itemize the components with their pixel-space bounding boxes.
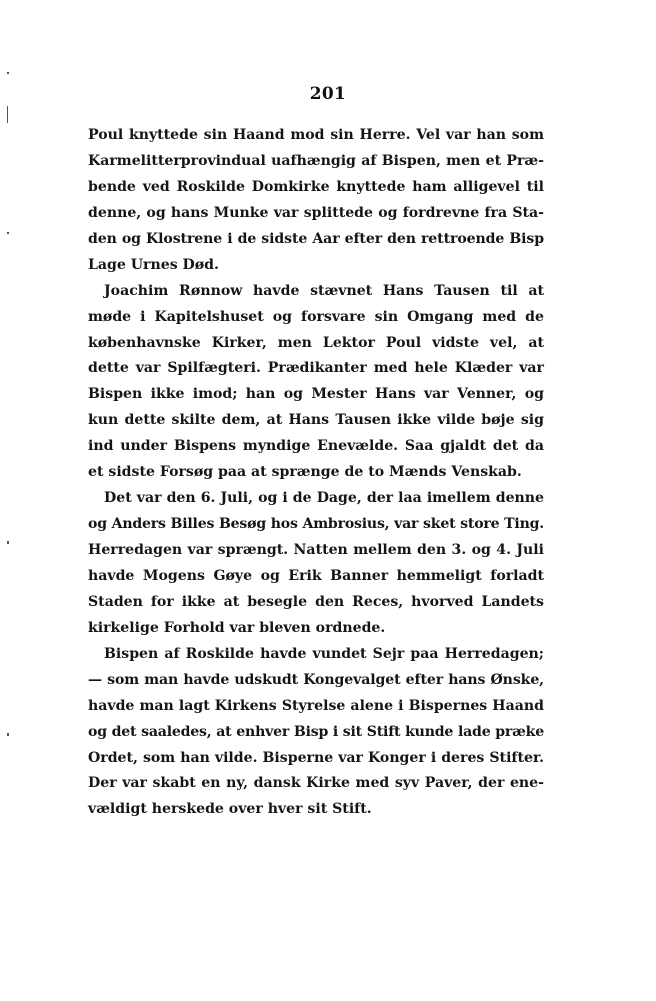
text-line: møde i Kapitelshuset og forsvare sin Omgang med de (88, 308, 544, 325)
text-line: Staden for ikke at besegle den Reces, hvorved Landets (88, 593, 544, 610)
text-line: og Anders Billes Besøg hos Ambrosius, var sket store Ting. (88, 516, 544, 533)
text-line: — som man havde udskudt Kongevalget efter hans Ønske, (88, 671, 544, 688)
text-line: havde Mogens Gøye og Erik Banner hemmeligt forladt (88, 567, 544, 584)
text-line: Joachim Rønnow havde stævnet Hans Tausen til at (104, 282, 544, 299)
text-line: og det saaledes, at enhver Bisp i sit Stift kunde lade præke (88, 723, 544, 740)
text-line: kun dette skilte dem, at Hans Tausen ikke vilde bøje sig (88, 412, 544, 429)
text-line: kirkelige Forhold var bleven ordnede. (88, 619, 386, 636)
text-line: bende ved Roskilde Domkirke knyttede ham alligevel til (88, 178, 544, 195)
text-line: Ordet, som han vilde. Bisperne var Konger i deres Stifter. (88, 749, 544, 766)
text-line: Der var skabt en ny, dansk Kirke med syv Paver, der ene- (88, 775, 544, 792)
text-line: dette var Spilfægteri. Prædikanter med hele Klæder var (88, 360, 544, 377)
text-line: ind under Bispens myndige Enevælde. Saa gjaldt det da (88, 438, 544, 455)
margin-mark (7, 541, 9, 544)
page-number: 201 (309, 84, 347, 104)
margin-mark (7, 106, 8, 123)
text-line: Bispen af Roskilde havde vundet Sejr paa Herredagen; (104, 645, 544, 662)
text-line: vældigt herskede over hver sit Stift. (88, 801, 372, 818)
text-line: denne, og hans Munke var splittede og fordrevne fra Sta- (88, 204, 544, 221)
text-line: Herredagen var sprængt. Natten mellem den 3. og 4. Juli (88, 542, 544, 558)
body-text (88, 123, 544, 823)
text-line: den og Klostrene i de sidste Aar efter den rettroende Bisp (88, 230, 544, 247)
text-line: Bispen ikke imod; han og Mester Hans var Venner, og (88, 386, 544, 403)
text-line: Karmelitterprovindual uafhængig af Bispen, men et Præ- (88, 152, 544, 169)
text-line: Poul knyttede sin Haand mod sin Herre. Vel var han som (88, 127, 544, 143)
margin-mark (7, 232, 9, 234)
margin-mark (7, 72, 9, 74)
text-line: Lage Urnes Død. (88, 256, 219, 273)
text-line: havde man lagt Kirkens Styrelse alene i Bispernes Haand (88, 697, 544, 714)
text-line: københavnske Kirker, men Lektor Poul vidste vel, at (88, 334, 544, 351)
margin-mark (7, 733, 9, 736)
text-line: et sidste Forsøg paa at sprænge de to Mænds Venskab. (88, 464, 522, 481)
text-line: Det var den 6. Juli, og i de Dage, der laa imellem denne (104, 490, 544, 507)
